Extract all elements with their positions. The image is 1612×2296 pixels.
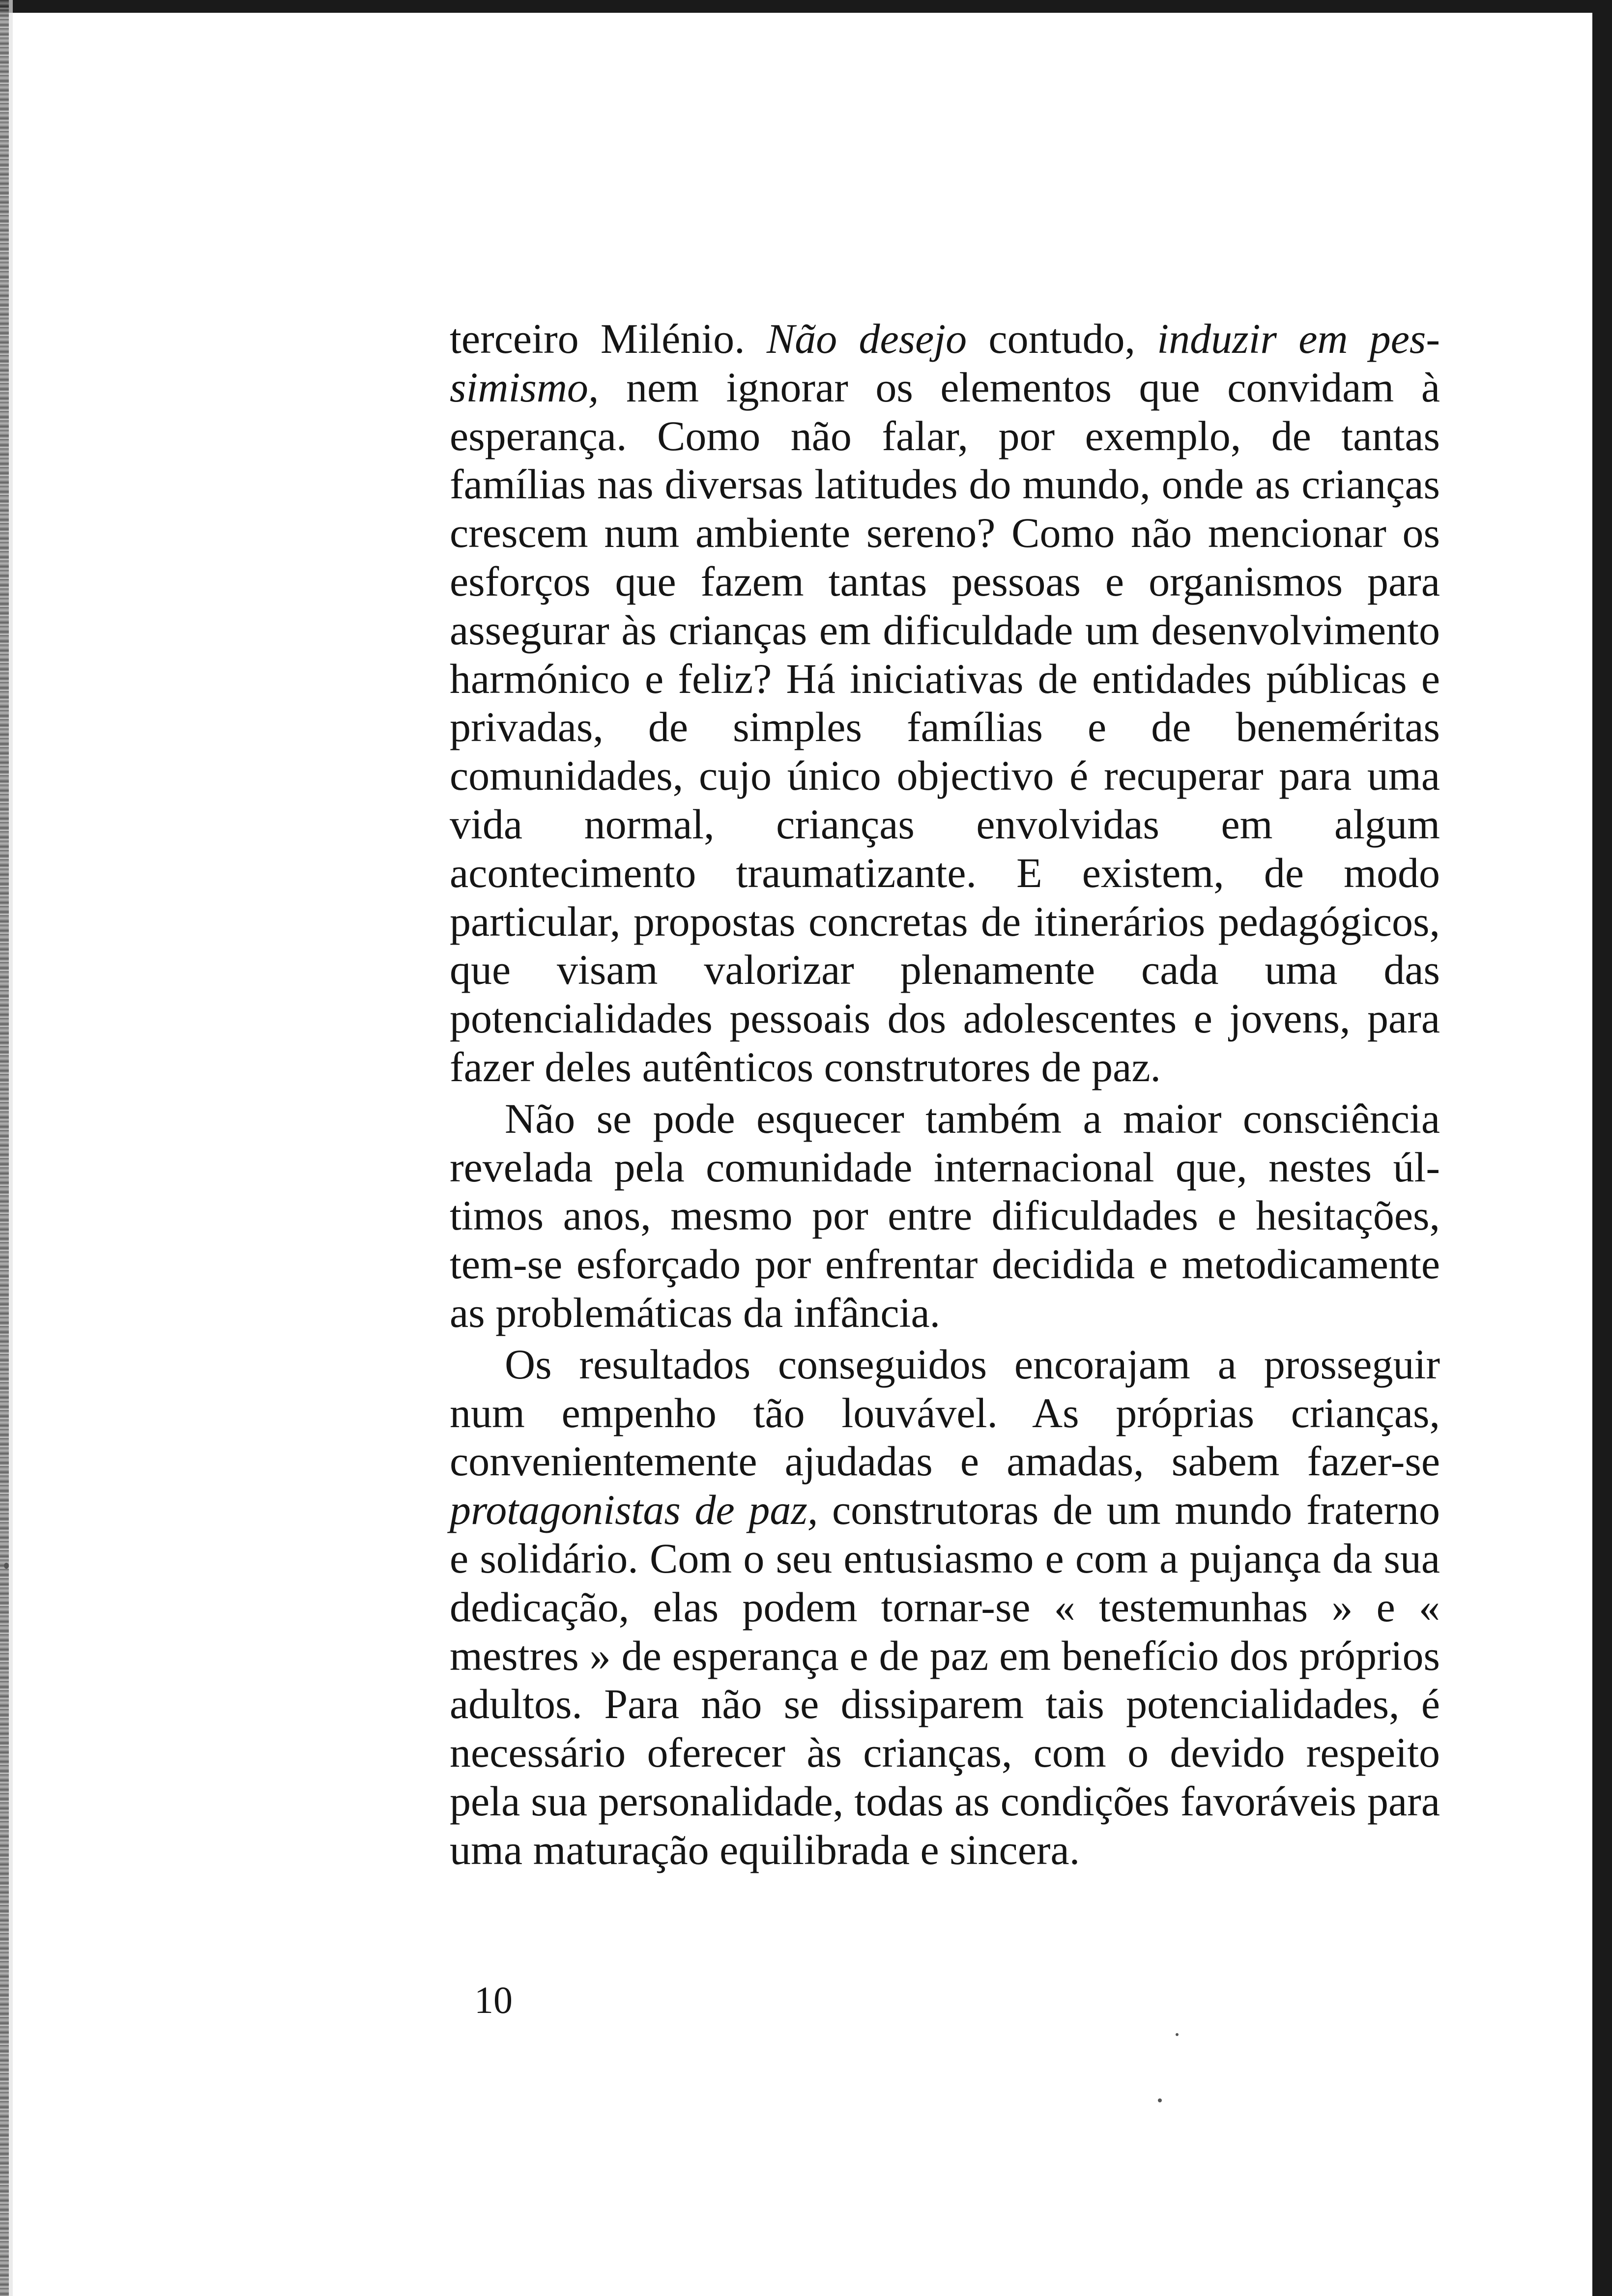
paragraph-3 xyxy=(450,1340,1440,1874)
scan-left-edge-shade xyxy=(9,0,13,2296)
text-run: Não se pode esquecer também a maior consciência revelada pela comunidade internacional que, nestes últimos anos, mesmo por entre dificuldades e hesitações, tem-se esforçado por enfrentar decidida e metodicamente as problemáticas da infância. xyxy=(450,1094,1440,1336)
text-run: nem ignorar os elementos que convidam à esperança. Como não falar, por exemplo, de tantas famílias nas diversas latitudes do mundo, onde as crianças crescem num ambiente sereno? Como não mencionar os esforços que fazem tantas pessoas e organismos para assegurar às crianças em dificuldade um desenvolvimento harmónico e feliz? Há iniciativas de entidades públicas e privadas, de simples famílias e de beneméritas comunidades, cujo único objectivo é recuperar para uma vida normal, crianças envolvidas em algum acontecimento traumatizante. E existem, de modo particular, propostas concretas de itinerários pedagógicos, que visam valorizar plenamente cada uma das potencialidades pessoais dos adolescentes e jovens, para fazer deles autênticos construtores de paz. xyxy=(450,363,1440,1091)
italic-text-run: Não desejo xyxy=(766,315,967,362)
body-text xyxy=(450,315,1440,1874)
scan-speck xyxy=(1176,2033,1179,2036)
italic-text-run: protagonistas de paz, xyxy=(450,1486,818,1534)
italic-text-run: induzir em pessimismo, xyxy=(450,315,1440,411)
paragraph-1 xyxy=(450,315,1440,1091)
text-run: construtoras de um mundo fraterno e solidário. Com o seu entusiasmo e com a pujança da sua dedicação, elas podem tornar-se « testemunhas » e « mestres » de esperança e de paz em benefício dos próprios adultos. Para não se dissiparem tais potencialidades, é necessário oferecer às crianças, com o devido respeito pela sua personalidade, todas as condições favoráveis para uma maturação equilibrada e sincera. xyxy=(450,1486,1440,1873)
scan-speck xyxy=(4,1563,9,1569)
text-run: contudo, xyxy=(967,315,1157,362)
scan-left-edge xyxy=(0,0,9,2296)
text-run: Os resultados conseguidos encorajam a prosseguir num empenho tão louvável. As próprias crianças, convenientemente ajudadas e amadas, sabem fazer-se xyxy=(450,1340,1440,1485)
scan-top-border xyxy=(0,0,1612,13)
text-run: terceiro Milénio. xyxy=(450,315,767,362)
paragraph-2 xyxy=(450,1094,1440,1337)
scan-speck xyxy=(1158,2098,1162,2102)
page-number: 10 xyxy=(474,1979,513,2021)
scan-right-border xyxy=(1592,0,1612,2296)
